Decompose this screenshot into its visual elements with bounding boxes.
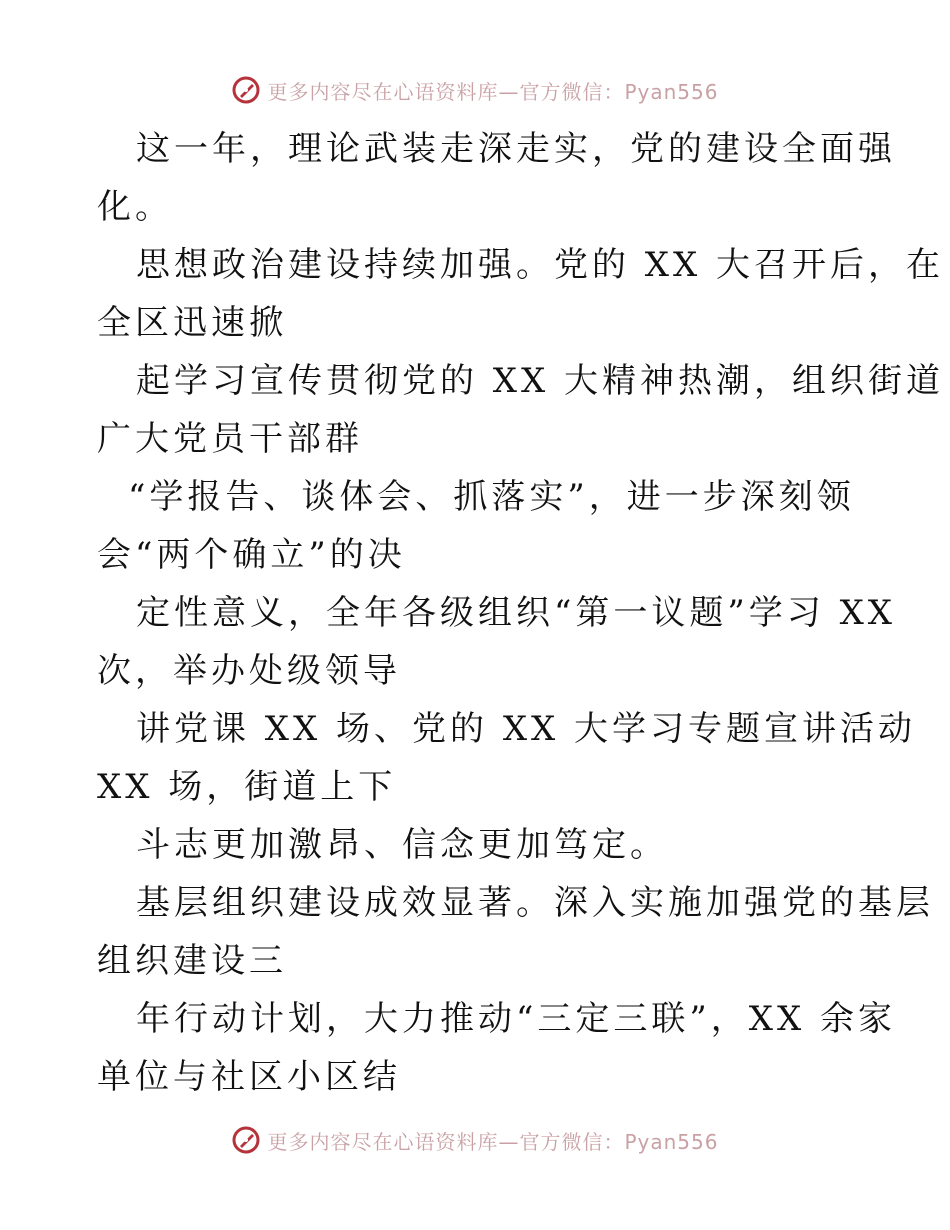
body-line: 基层组织建设成效显著。深入实施加强党的基层 xyxy=(136,883,934,923)
body-line: 次，举办处级领导 xyxy=(97,651,401,691)
body-line: “学报告、谈体会、抓落实”，进一步深刻领 xyxy=(128,477,855,517)
body-line: 斗志更加激昂、信念更加笃定。 xyxy=(136,825,668,865)
pen-nib-circle-icon xyxy=(231,75,261,105)
body-line: 单位与社区小区结 xyxy=(97,1057,401,1097)
body-line: 定性意义，全年各级组织“第一议题”学习 XX xyxy=(136,593,896,633)
body-line: 组织建设三 xyxy=(97,941,287,981)
body-line: 会“两个确立”的决 xyxy=(97,535,406,575)
body-line: 全区迅速掀 xyxy=(97,303,287,343)
body-line: 化。 xyxy=(97,187,173,227)
header-watermark xyxy=(0,70,950,110)
footer-watermark xyxy=(0,1120,950,1160)
body-line: XX 场，街道上下 xyxy=(97,767,397,807)
body-line: 起学习宣传贯彻党的 XX 大精神热潮，组织街道 xyxy=(136,361,945,401)
pen-nib-circle-icon xyxy=(231,1125,261,1155)
body-line: 广大党员干部群 xyxy=(97,419,363,459)
body-line: 讲党课 XX 场、党的 XX 大学习专题宣讲活动 xyxy=(136,709,917,749)
header-banner-text: 更多内容尽在心语资料库—官方微信：Pyan556 xyxy=(267,79,719,104)
footer-banner-text: 更多内容尽在心语资料库—官方微信：Pyan556 xyxy=(267,1129,719,1154)
body-line: 这一年，理论武装走深走实，党的建设全面强 xyxy=(136,129,896,169)
body-line: 思想政治建设持续加强。党的 XX 大召开后，在 xyxy=(136,245,945,285)
body-line: 年行动计划，大力推动“三定三联”，XX 余家 xyxy=(136,999,896,1039)
